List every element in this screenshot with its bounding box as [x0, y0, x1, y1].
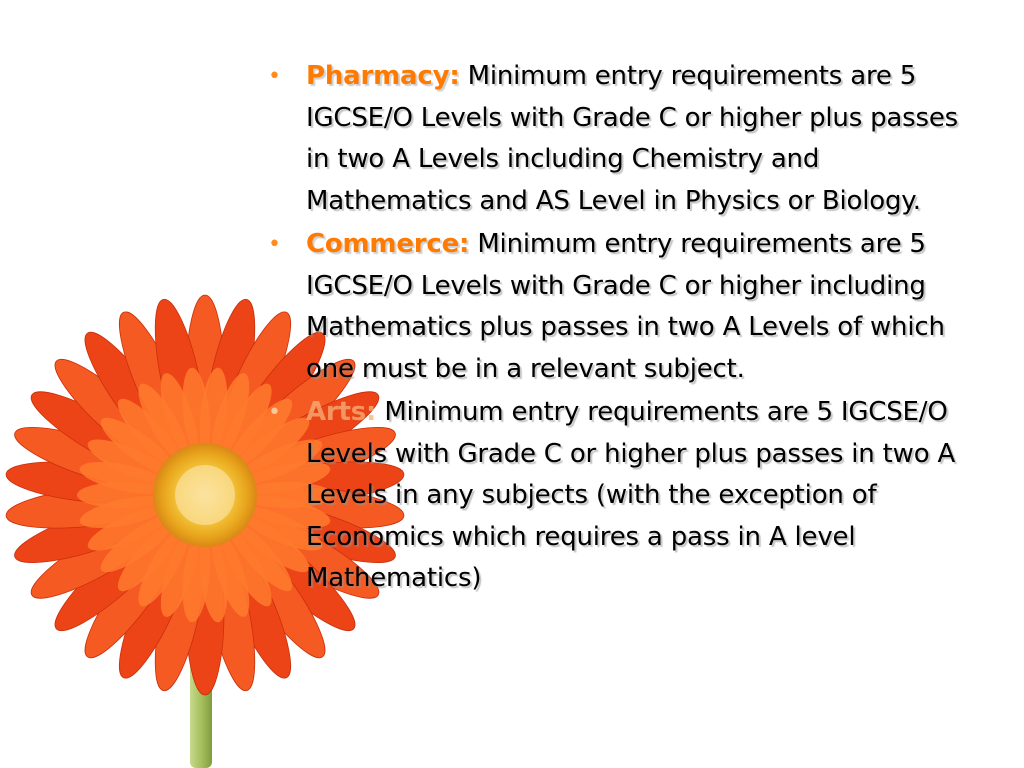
- bullet-text: Minimum entry requirements are 5 IGCSE/O Levels with Grade C or higher plus passes in two A Levels in any subjects (with the exception of Economics which requires a pass in A level Mathematics): [306, 397, 956, 593]
- bullet-list: [262, 56, 962, 602]
- bullet-label: Arts:: [306, 397, 377, 427]
- bullet-pharmacy: [262, 56, 962, 222]
- bullet-commerce: [262, 224, 962, 390]
- bullet-dot-icon: •: [268, 64, 281, 89]
- bullet-dot-icon: •: [268, 400, 281, 425]
- bullet-text: Minimum entry requirements are 5 IGCSE/O Levels with Grade C or higher plus passes in two A Levels including Chemistry and Mathematics and AS Level in Physics or Biology.: [306, 61, 958, 216]
- bullet-dot-icon: •: [268, 232, 281, 257]
- bullet-arts: [262, 392, 962, 600]
- bullet-label: Commerce:: [306, 229, 470, 259]
- bullet-label: Pharmacy:: [306, 61, 460, 91]
- bullet-text: Minimum entry requirements are 5 IGCSE/O Levels with Grade C or higher including Mathematics plus passes in two A Levels of which one must be in a relevant subject.: [306, 229, 945, 384]
